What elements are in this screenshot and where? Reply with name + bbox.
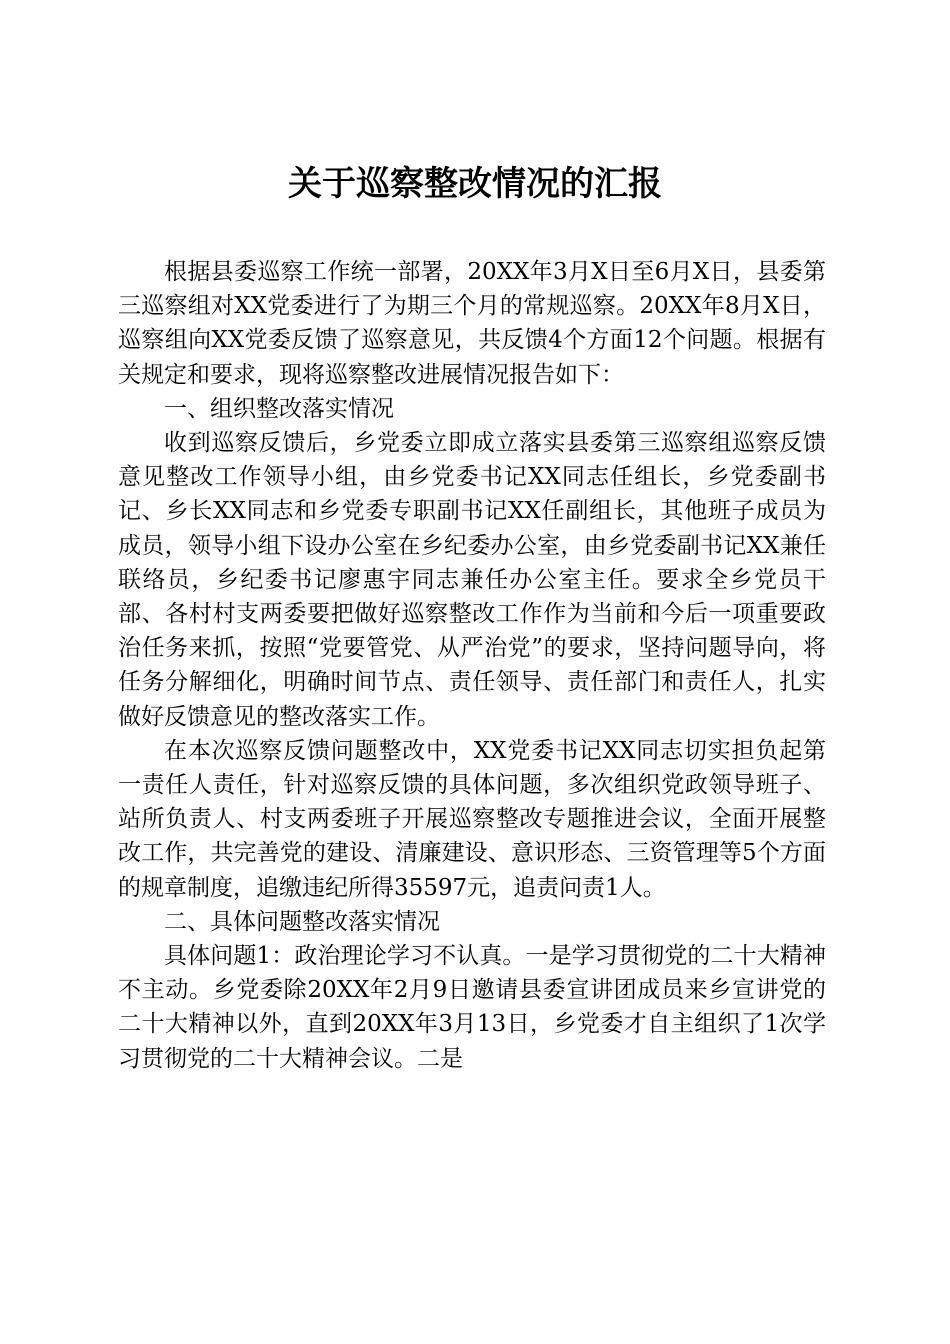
document-body [118, 255, 826, 1076]
section-heading-organization: 一、组织整改落实情况 [164, 395, 394, 422]
document-title: 关于巡察整改情况的汇报 [288, 164, 662, 204]
section-heading-specific-issues: 二、具体问题整改落实情况 [164, 908, 440, 935]
issue-1-paragraph: 具体问题1：政治理论学习不认真。一是学习贯彻党的二十大精神不主动。乡党委除20XX年2月9日邀请县委宣讲团成员来乡宣讲党的二十大精神以外，直到20XX年3月13日，乡党委才自主组织了1次学习贯彻党的二十大精神会议。二是 [118, 943, 826, 1072]
leadership-paragraph: 在本次巡察反馈问题整改中，XX党委书记XX同志切实担负起第一责任人责任，针对巡察反馈的具体问题，多次组织党政领导班子、站所负责人、村支两委班子开展巡察整改专题推进会议，全面开展整改工作，共完善党的建设、清廉建设、意识形态、三资管理等5个方面的规章制度，追缴违纪所得35597元，追责问责1人。 [118, 737, 826, 901]
intro-paragraph: 根据县委巡察工作统一部署，20XX年3月X日至6月X日，县委第三巡察组对XX党委进行了为期三个月的常规巡察。20XX年8月X日，巡察组向XX党委反馈了巡察意见，共反馈4个方面12个问题。根据有关规定和要求，现将巡察整改进展情况报告如下： [118, 259, 826, 388]
organization-paragraph: 收到巡察反馈后，乡党委立即成立落实县委第三巡察组巡察反馈意见整改工作领导小组，由乡党委书记XX同志任组长，乡党委副书记、乡长XX同志和乡党委专职副书记XX任副组长，其他班子成员为成员，领导小组下设办公室在乡纪委办公室，由乡党委副书记XX兼任联络员，乡纪委书记廖惠宇同志兼任办公室主任。要求全乡党员干部、各村村支两委要把做好巡察整改工作作为当前和今后一项重要政治任务来抓，按照“党要管党、从严治党”的要求，坚持问题导向，将任务分解细化，明确时间节点、责任领导、责任部门和责任人，扎实做好反馈意见的整改落实工作。 [118, 430, 826, 730]
